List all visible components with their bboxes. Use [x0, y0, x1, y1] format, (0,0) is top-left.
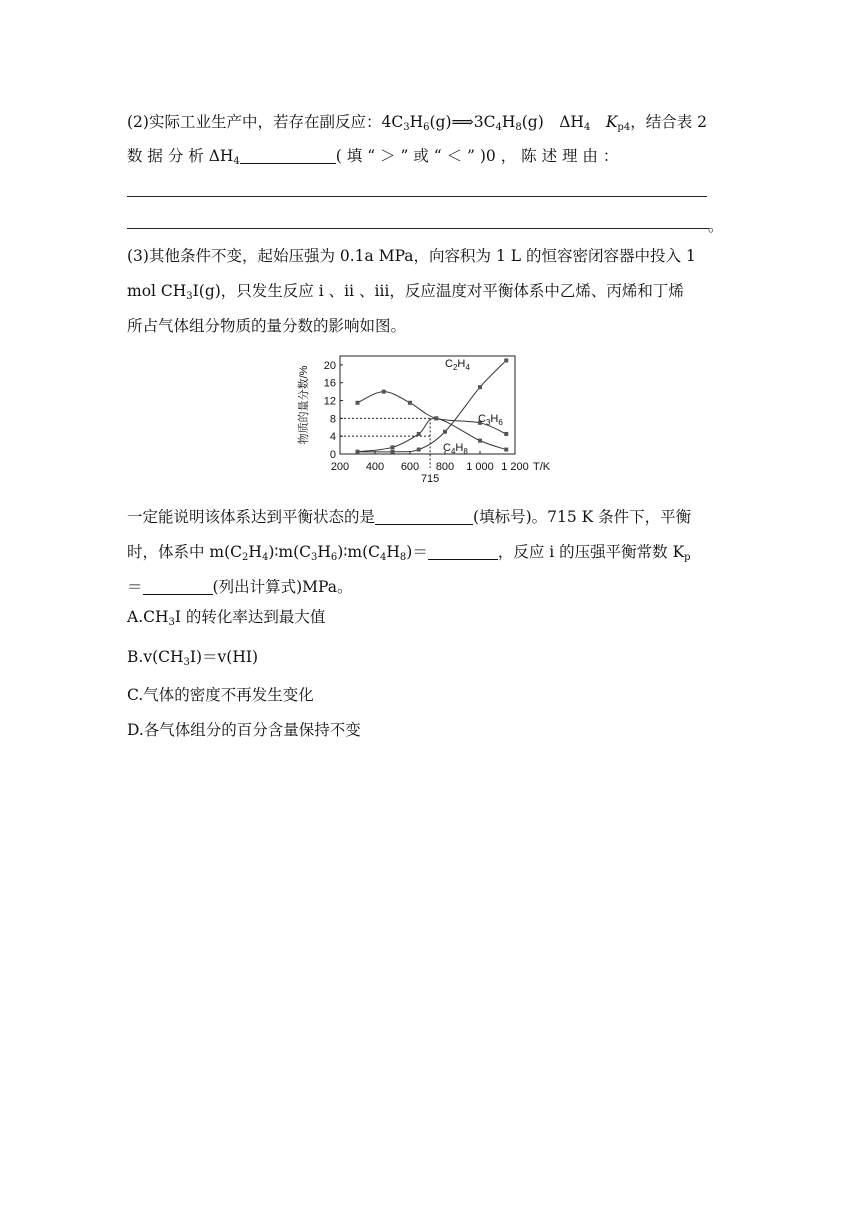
text: K	[590, 113, 618, 131]
data-point	[382, 390, 386, 394]
text: ，结合表 2	[630, 113, 707, 131]
y-tick-label: 16	[323, 377, 336, 390]
data-point	[478, 439, 482, 443]
data-point	[434, 416, 438, 420]
text: (列出计算式)MPa。	[212, 578, 353, 596]
y-tick-label: 8	[329, 413, 336, 426]
data-point	[417, 432, 421, 436]
text: )＝	[406, 543, 428, 561]
text: H	[409, 113, 424, 131]
subscript: 6	[330, 552, 338, 563]
text: I 的转化率达到最大值	[174, 608, 326, 626]
text: H	[386, 543, 400, 561]
y-tick-label: 12	[323, 395, 336, 408]
tick-labels	[296, 360, 551, 473]
y-tick-label: 4	[329, 431, 336, 444]
subscript: 8	[399, 552, 407, 563]
data-point	[408, 401, 412, 405]
q3-ask-2	[127, 542, 691, 568]
subscript: 4	[261, 552, 269, 563]
plot-border	[340, 356, 515, 454]
text: A.CH	[127, 608, 169, 626]
subscript: 4	[583, 122, 591, 133]
subscript: 3	[168, 617, 175, 628]
answer-line[interactable]	[127, 228, 709, 229]
x-tick-label: 400	[365, 461, 385, 473]
text: B.v(CH	[127, 648, 184, 666]
text: I(g)，只发生反应 ⅰ 、ⅱ 、ⅲ，反应温度对平衡体系中乙烯、丙烯和丁烯	[192, 282, 684, 300]
option-a[interactable]	[127, 607, 325, 633]
text: H	[248, 543, 262, 561]
text: ，反应 ⅰ 的压强平衡常数 K	[497, 543, 685, 561]
x-tick-label: 1 200	[501, 461, 529, 473]
q3-line-3: 所占气体组分物质的量分数的影响如图。	[127, 317, 407, 335]
x-tick-label: 600	[400, 461, 420, 473]
text: I)＝v(HI)	[189, 648, 259, 666]
data-point	[504, 448, 508, 452]
series-label-c3h6: $C_3H_6$	[478, 413, 503, 427]
subscript: 4	[379, 552, 387, 563]
data-point	[504, 432, 508, 436]
answer-blank[interactable]	[375, 510, 473, 525]
text: ( 填 “ ＞ ” 或 “ ＜ ” )0 ， 陈 述 理 由 ：	[335, 147, 619, 165]
subscript: 6	[423, 122, 430, 133]
data-point	[356, 450, 360, 454]
subscript: 8	[515, 122, 522, 133]
text: )∶m(C	[337, 543, 380, 561]
data-point	[478, 385, 482, 389]
text: mol CH	[127, 282, 187, 300]
data-point	[443, 430, 447, 434]
q3-line-2	[127, 281, 684, 307]
subscript: 2	[242, 552, 249, 563]
text: 一定能说明该体系达到平衡状态的是	[127, 508, 376, 526]
data-point	[417, 448, 421, 452]
answer-line[interactable]	[127, 196, 707, 197]
option-d[interactable]: D.各气体组分的百分含量保持不变	[127, 721, 361, 739]
q3-line-1: (3)其他条件不变，起始压强为 0.1a MPa，向容积为 1 L 的恒容密闭容器中投入 1	[127, 247, 696, 265]
y-axis-label: 物质的量分数/%	[298, 365, 310, 445]
text: (g)⟹3C	[429, 113, 496, 131]
q2-line-2	[127, 146, 618, 172]
y-tick-label: 20	[323, 359, 336, 372]
temperature-annotation: 715	[420, 473, 440, 485]
subscript: 3	[311, 552, 318, 563]
series-label-c2h4: $C_2H_4$	[445, 358, 470, 372]
data-point	[504, 358, 508, 362]
series-label-c4h8: $C_4H_8$	[443, 442, 468, 456]
text: H	[317, 543, 331, 561]
text: 时，体系中 m(C	[127, 543, 243, 561]
temperature-fraction-chart	[295, 350, 585, 490]
subscript: 3	[403, 122, 410, 133]
text: (g) ΔH	[521, 113, 584, 131]
x-tick-label: 800	[435, 461, 455, 473]
subscript: p4	[617, 122, 631, 133]
q3-ask-1	[127, 507, 691, 527]
x-tick-label: 1 000	[466, 461, 494, 473]
data-point	[391, 450, 395, 454]
answer-blank[interactable]	[240, 149, 336, 164]
series-group	[356, 358, 509, 453]
subscript: p	[684, 552, 691, 563]
end-mark: 。	[708, 217, 724, 235]
answer-blank[interactable]	[428, 545, 498, 560]
option-c[interactable]: C.气体的密度不再发生变化	[127, 686, 314, 704]
q2-line-1	[127, 112, 707, 138]
x-tick-label: 200	[330, 461, 350, 473]
subscript: 4	[495, 122, 502, 133]
answer-blank[interactable]	[143, 580, 213, 595]
data-point	[356, 401, 360, 405]
q3-ask-3	[127, 577, 352, 597]
text: ＝	[127, 578, 143, 596]
data-point	[391, 445, 395, 449]
text: (填标号)。715 K 条件下，平衡	[473, 508, 692, 526]
text: (2)实际工业生产中，若存在副反应：4C	[127, 113, 404, 131]
series-line-c2h4	[358, 360, 507, 451]
option-b[interactable]	[127, 647, 258, 673]
subscript: 3	[186, 291, 193, 302]
y-tick-label: 0	[329, 449, 336, 461]
text: H	[501, 113, 516, 131]
subscript: 4	[233, 156, 240, 167]
text: )∶m(C	[268, 543, 312, 561]
x-axis-label: T/K	[533, 461, 551, 473]
plot-frame	[340, 356, 515, 454]
text: 数 据 分 析 ΔH	[127, 147, 234, 165]
subscript: 3	[183, 657, 190, 668]
